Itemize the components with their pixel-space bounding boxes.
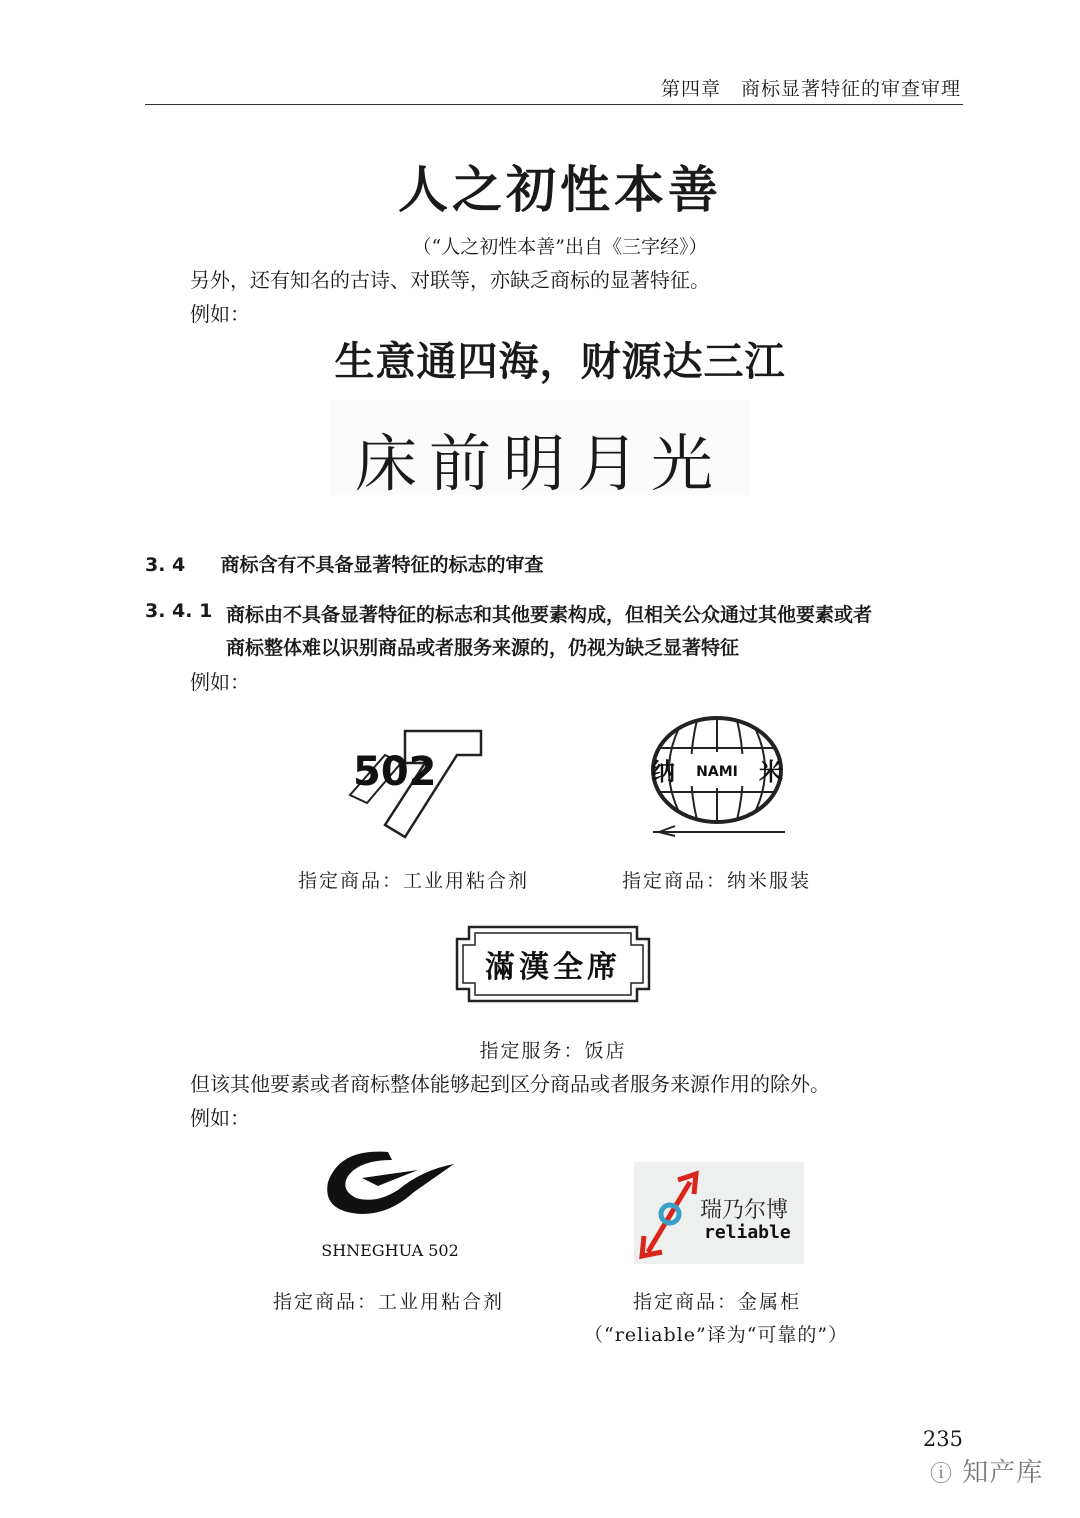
- section-title: 商标含有不具备显著特征的标志的审查: [220, 554, 544, 576]
- logo-reliable: [634, 1162, 804, 1264]
- example-caption: （“人之初性本善”出自《三字经》）: [412, 236, 708, 258]
- logo-reliable-note: （“reliable”译为“可靠的”）: [584, 1324, 849, 1346]
- logo-502-text: 502: [353, 749, 437, 795]
- globe-icon: [645, 712, 790, 842]
- logo-shenghua-text: SHNEGHUA 502: [321, 1241, 459, 1260]
- section-3-4-1-number: 3. 4. 1: [145, 600, 213, 622]
- section-3-4-1-line1: 商标由不具备显著特征的标志和其他要素构成，但相关公众通过其他要素或者: [226, 604, 873, 626]
- example-label: 例如：: [190, 1106, 250, 1130]
- logo-banquet-caption: 指定服务：饭店: [479, 1040, 627, 1062]
- couplet-mark: 生意通四海，财源达三江: [334, 339, 786, 385]
- logo-shenghua: [318, 1140, 463, 1265]
- arrows-icon: [634, 1162, 804, 1264]
- logo-reliable-caption: 指定商品：金属柜: [633, 1291, 802, 1313]
- poem-text: 床前明月光: [354, 427, 725, 500]
- logo-reliable-en: reliable: [704, 1222, 791, 1243]
- poem-mark: [330, 400, 750, 500]
- section-3-4-1-line2: 商标整体难以识别商品或者服务来源的，仍视为缺乏显著特征: [226, 637, 740, 659]
- logo-nami-right: 米: [759, 757, 783, 786]
- frame-border: [455, 925, 651, 1003]
- logo-nami-center: NAMI: [696, 764, 738, 780]
- logo-nami-caption: 指定商品：纳米服装: [622, 870, 812, 892]
- swoosh-icon: [318, 1140, 463, 1265]
- example-label: 例如：: [190, 302, 250, 326]
- logo-nami: [645, 712, 790, 842]
- logo-shenghua-caption: 指定商品：工业用粘合剂: [273, 1291, 505, 1313]
- paragraph: 但该其他要素或者商标整体能够起到区分商品或者服务来源作用的除外。: [190, 1072, 830, 1096]
- watermark-text: 知产库: [962, 1458, 1044, 1488]
- chapter-title: 第四章 商标显著特征的审查审理: [660, 78, 961, 100]
- section-3-4-heading: [145, 550, 544, 577]
- section-number: 3. 4: [145, 554, 186, 576]
- logo-502-graphic: [345, 725, 495, 845]
- logo-banquet-text: 滿漢全席: [485, 950, 621, 985]
- watermark: [930, 1452, 1043, 1489]
- page-header: [145, 70, 963, 105]
- logo-banquet: [455, 925, 651, 1003]
- paragraph: 另外，还有知名的古诗、对联等，亦缺乏商标的显著特征。: [190, 268, 710, 292]
- logo-nami-left: 纳: [651, 757, 675, 786]
- example-mark-text: 人之初性本善: [398, 161, 722, 219]
- logo-502: [345, 725, 495, 845]
- page-number: 235: [922, 1427, 963, 1451]
- example-label: 例如：: [190, 670, 250, 694]
- logo-502-caption: 指定商品：工业用粘合剂: [298, 870, 530, 892]
- logo-reliable-cn: 瑞乃尔博: [700, 1198, 789, 1223]
- chat-bubble-icon: ⓘ: [930, 1462, 954, 1487]
